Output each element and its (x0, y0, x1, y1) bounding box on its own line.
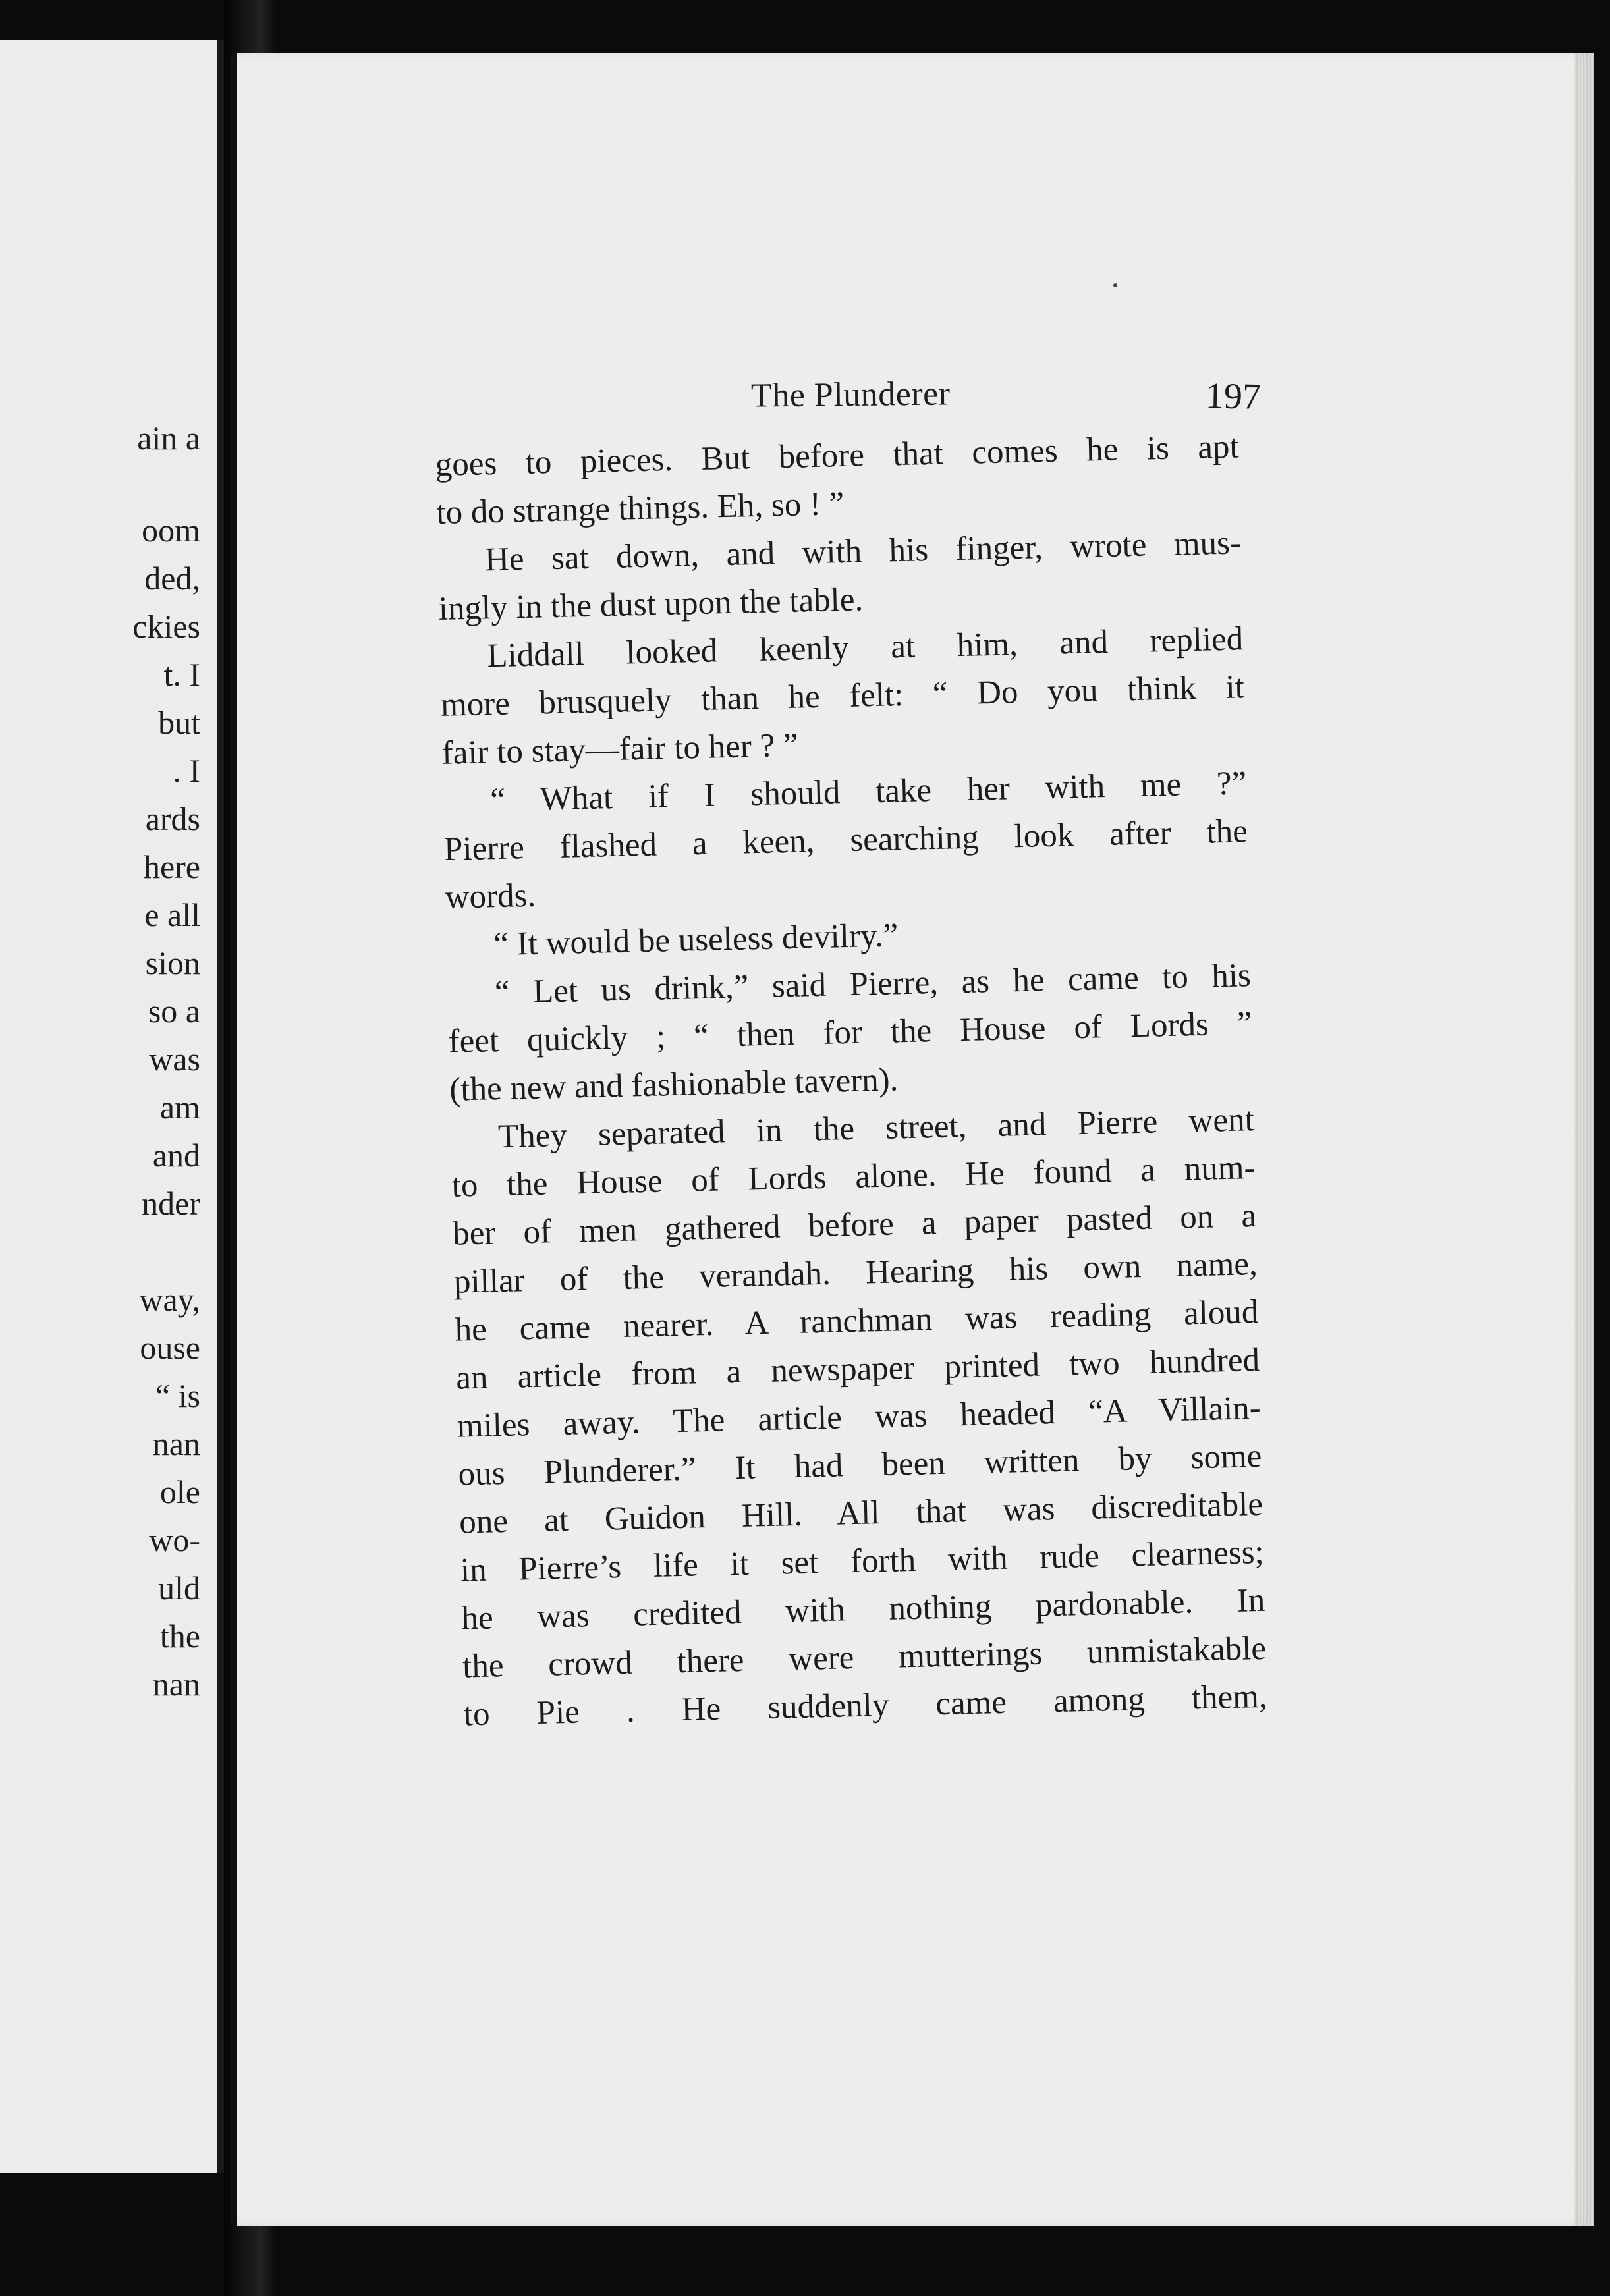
text-line: ingly in the dust upon the table. (438, 581, 864, 628)
left-page-line-fragment: uld (158, 1570, 200, 1606)
text-line: in Pierre’s life it set forth with rude clearness; (460, 1533, 1265, 1589)
left-page-line-fragment: “ is (155, 1377, 200, 1414)
paper-speck (1113, 283, 1117, 287)
left-page-line-fragment: ain a (137, 420, 200, 456)
left-page-line-fragment: nan (152, 1425, 200, 1462)
text-line: “ Let us drink,” said Pierre, as he came to his (494, 957, 1252, 1012)
left-page-line-fragment: and (152, 1137, 200, 1174)
left-page-line-fragment: so a (148, 993, 200, 1029)
text-line: Liddall looked keenly at him, and replied (486, 620, 1244, 675)
text-line: to Pie . He suddenly came among them, (463, 1678, 1268, 1734)
text-line: he was credited with nothing pardonable. In (460, 1581, 1265, 1637)
left-facing-page (0, 40, 224, 2173)
left-page-line-fragment: am (159, 1089, 200, 1126)
left-page-line-fragment: ouse (140, 1329, 200, 1366)
text-line: They separated in the street, and Pierre went (497, 1101, 1255, 1156)
left-page-line-fragment: nan (152, 1666, 200, 1703)
left-page-line-fragment: way, (139, 1281, 200, 1318)
left-page-line-fragment: but (158, 704, 200, 741)
running-title: The Plunderer (750, 375, 951, 415)
text-line: feet quickly ; “ then for the House of Lords ” (448, 1005, 1253, 1060)
left-page-line-fragment: ckies (132, 608, 200, 645)
page-number: 197 (1205, 375, 1262, 418)
text-line: ber of men gathered before a paper pasted on a (452, 1197, 1257, 1253)
left-page-line-fragment: . I (173, 752, 200, 789)
left-page-line-fragment: here (143, 848, 200, 885)
left-page-line-fragment: was (149, 1041, 200, 1078)
text-line: the crowd there were mutterings unmistakable (462, 1629, 1267, 1685)
text-line: an article from a newspaper printed two hundred (455, 1341, 1260, 1397)
left-page-line-fragment: the (159, 1618, 200, 1654)
right-book-page (231, 53, 1594, 2226)
left-page-line-fragment: ards (145, 800, 200, 837)
text-line: to the House of Lords alone. He found a num- (451, 1149, 1256, 1205)
text-line: “ It would be useless devilry.” (493, 917, 899, 964)
text-line: more brusquely than he felt: “ Do you think it (440, 669, 1245, 724)
text-line: (the new and fashionable tavern). (449, 1061, 899, 1108)
left-page-line-fragment: e all (144, 896, 200, 933)
text-line: ous Plunderer.” It had been written by some (457, 1437, 1262, 1493)
text-line: he came nearer. A ranchman was reading aloud (454, 1293, 1259, 1349)
text-line: pillar of the verandah. Hearing his own name, (453, 1245, 1258, 1301)
left-page-line-fragment: wo- (149, 1521, 200, 1558)
body-text (435, 423, 1267, 1739)
text-line: fair to stay—fair to her ? ” (441, 726, 799, 772)
left-page-line-fragment: nder (142, 1185, 200, 1222)
running-header (237, 323, 1594, 418)
text-line: Pierre flashed a keen, searching look after the (443, 813, 1248, 868)
text-line: words. (445, 877, 536, 916)
left-page-line-fragment: sion (145, 944, 200, 981)
text-line: to do strange things. Eh, so ! ” (435, 485, 845, 532)
text-line: “ What if I should take her with me ?” (489, 765, 1247, 819)
left-page-line-fragment: ole (159, 1473, 200, 1510)
left-page-line-fragment: t. I (163, 656, 200, 693)
text-line: goes to pieces. But before that comes he is apt (435, 428, 1240, 483)
left-page-line-fragment: ded, (144, 560, 200, 597)
text-line: one at Guidon Hill. All that was discreditable (458, 1485, 1263, 1541)
text-line: He sat down, and with his finger, wrote mus- (484, 524, 1242, 579)
left-page-line-fragment: oom (142, 512, 200, 549)
text-line: miles away. The article was headed “A Villain- (457, 1389, 1262, 1445)
